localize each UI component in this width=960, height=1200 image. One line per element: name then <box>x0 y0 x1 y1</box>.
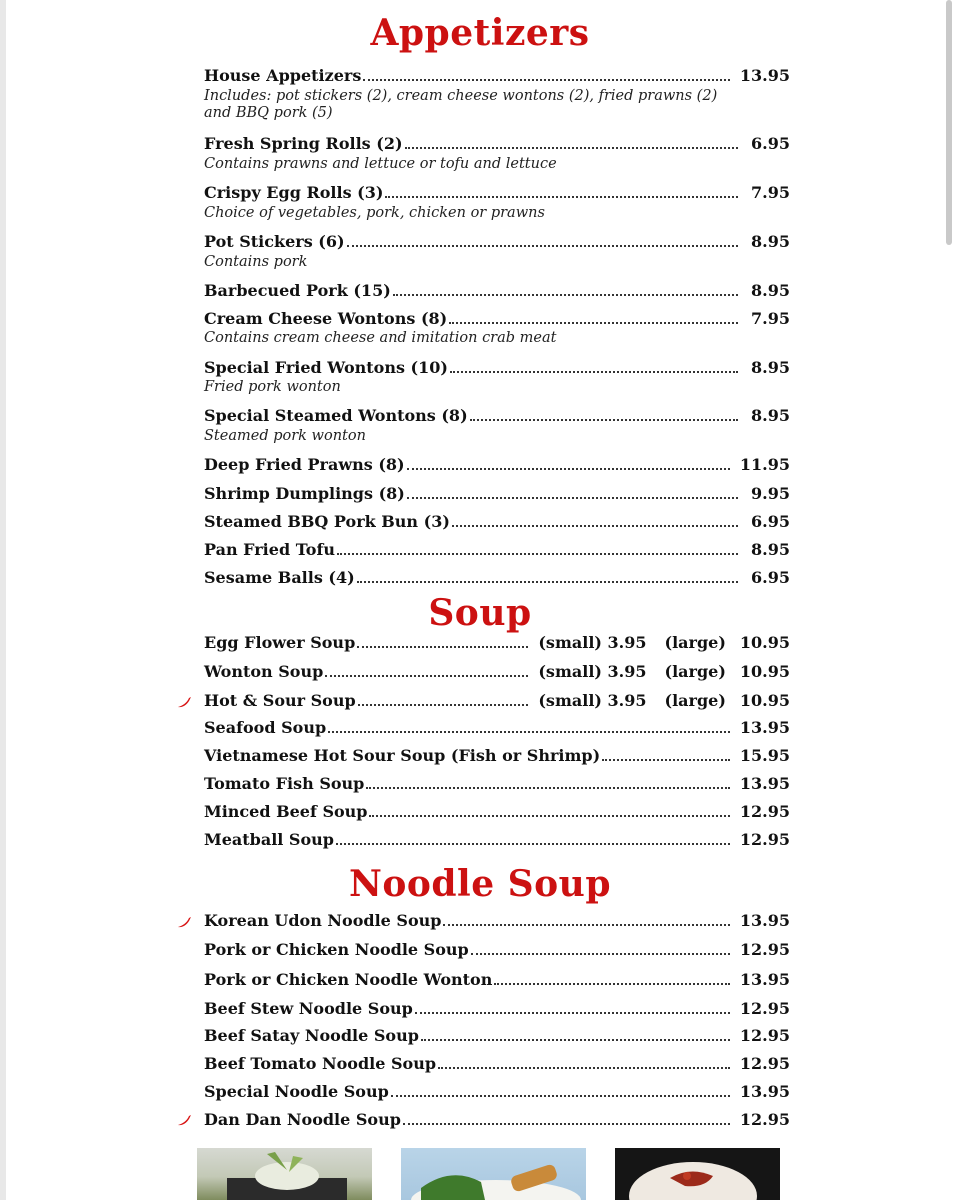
item-name: Egg Flower Soup <box>204 633 356 652</box>
item-name: House Appetizers <box>204 66 362 85</box>
item-description: Fried pork wonton <box>204 379 341 395</box>
dot-leader <box>602 759 730 761</box>
dot-leader <box>337 553 738 555</box>
item-price: 8.95 <box>751 540 790 559</box>
dot-leader <box>449 322 738 324</box>
item-name: Fresh Spring Rolls (2) <box>204 134 403 153</box>
food-photo-egg-rolls <box>401 1148 586 1200</box>
item-price: 9.95 <box>751 484 790 503</box>
menu-item <box>204 281 790 301</box>
item-name: Seafood Soup <box>204 718 327 737</box>
dot-leader <box>450 371 738 373</box>
item-name: Shrimp Dumplings (8) <box>204 484 405 503</box>
dot-leader <box>452 525 738 527</box>
item-price: 8.95 <box>751 406 790 425</box>
item-price: 10.95 <box>739 691 790 710</box>
large-label: (large) <box>664 633 726 652</box>
item-name: Beef Stew Noodle Soup <box>204 999 413 1018</box>
item-price: 13.95 <box>739 718 790 737</box>
menu-item <box>204 484 790 504</box>
menu-item <box>204 455 790 475</box>
item-price: 13.95 <box>739 970 790 989</box>
item-price: 12.95 <box>739 830 790 849</box>
item-price: 8.95 <box>751 232 790 251</box>
menu-item <box>204 802 790 822</box>
item-name: Vietnamese Hot Sour Soup (Fish or Shrimp) <box>204 746 601 765</box>
section-title-noodle-soup: Noodle Soup <box>348 863 612 905</box>
item-price: 12.95 <box>739 940 790 959</box>
large-label: (large) <box>664 691 726 710</box>
item-name: Deep Fried Prawns (8) <box>204 455 405 474</box>
item-name: Minced Beef Soup <box>204 802 368 821</box>
dot-leader <box>366 787 730 789</box>
dot-leader <box>336 843 730 845</box>
item-price: 8.95 <box>751 281 790 300</box>
item-name: Steamed BBQ Pork Bun (3) <box>204 512 450 531</box>
item-price: 15.95 <box>739 746 790 765</box>
chili-pepper-icon <box>176 694 192 710</box>
menu-item <box>204 1054 790 1074</box>
item-price: 6.95 <box>751 134 790 153</box>
item-name: Tomato Fish Soup <box>204 774 365 793</box>
item-name: Pork or Chicken Noodle Soup <box>204 940 469 959</box>
dot-leader <box>369 815 729 817</box>
menu-item <box>204 232 790 252</box>
menu-item <box>204 911 790 931</box>
menu-item <box>204 746 790 766</box>
menu-item <box>204 1026 790 1046</box>
item-price: 13.95 <box>739 774 790 793</box>
item-description: Steamed pork wonton <box>204 428 366 444</box>
food-photo-bbq-pork-bun <box>615 1148 780 1200</box>
item-price: 12.95 <box>739 1026 790 1045</box>
dot-leader <box>470 419 738 421</box>
chili-pepper-icon <box>176 914 192 930</box>
item-name: Beef Tomato Noodle Soup <box>204 1054 437 1073</box>
small-price: (small) 3.95 <box>538 691 647 710</box>
item-description: Contains pork <box>204 254 308 270</box>
menu-item <box>204 540 790 560</box>
item-price: 6.95 <box>751 512 790 531</box>
item-name: Dan Dan Noodle Soup <box>204 1110 401 1129</box>
item-name: Wonton Soup <box>204 662 324 681</box>
dot-leader <box>393 294 738 296</box>
dot-leader <box>347 245 738 247</box>
item-name: Barbecued Pork (15) <box>204 281 391 300</box>
menu-item <box>204 999 790 1019</box>
dot-leader <box>471 953 730 955</box>
item-name: Sesame Balls (4) <box>204 568 355 587</box>
menu-item <box>204 309 790 329</box>
dot-leader <box>391 1095 730 1097</box>
menu-item <box>204 774 790 794</box>
menu-item <box>204 691 790 711</box>
dot-leader <box>415 1012 730 1014</box>
dot-leader <box>403 1123 730 1125</box>
dot-leader <box>407 468 730 470</box>
dot-leader <box>358 704 529 706</box>
item-price: 11.95 <box>739 455 790 474</box>
dot-leader <box>385 196 738 198</box>
item-name: Special Noodle Soup <box>204 1082 389 1101</box>
menu-item <box>204 1082 790 1102</box>
item-name: Special Fried Wontons (10) <box>204 358 448 377</box>
section-title-soup: Soup <box>428 592 532 634</box>
menu-item <box>204 830 790 850</box>
item-description: Contains cream cheese and imitation crab meat <box>204 330 557 346</box>
menu-item <box>204 662 790 682</box>
dot-leader <box>494 983 730 985</box>
item-name: Pan Fried Tofu <box>204 540 335 559</box>
item-price: 8.95 <box>751 358 790 377</box>
dot-leader <box>443 924 729 926</box>
menu-item <box>204 406 790 426</box>
menu-item <box>204 358 790 378</box>
item-price: 7.95 <box>751 183 790 202</box>
item-price: 13.95 <box>739 1082 790 1101</box>
item-price: 10.95 <box>739 633 790 652</box>
dot-leader <box>438 1067 730 1069</box>
item-description: Choice of vegetables, pork, chicken or prawns <box>204 205 545 221</box>
item-name: Special Steamed Wontons (8) <box>204 406 468 425</box>
menu-item <box>204 940 790 960</box>
dot-leader <box>328 731 730 733</box>
item-price: 12.95 <box>739 802 790 821</box>
dot-leader <box>363 79 730 81</box>
item-price: 12.95 <box>739 999 790 1018</box>
dot-leader <box>357 581 738 583</box>
item-name: Meatball Soup <box>204 830 334 849</box>
menu-item <box>204 66 790 86</box>
item-name: Korean Udon Noodle Soup <box>204 911 442 930</box>
food-photo-spring-rolls <box>197 1148 372 1200</box>
item-price: 13.95 <box>739 66 790 85</box>
small-price: (small) 3.95 <box>538 633 647 652</box>
item-name: Hot & Sour Soup <box>204 691 356 710</box>
dot-leader <box>357 646 528 648</box>
item-description: Includes: pot stickers (2), cream cheese wontons (2), fried prawns (2) and BBQ pork (5) <box>204 88 718 121</box>
item-name: Beef Satay Noodle Soup <box>204 1026 419 1045</box>
item-price: 10.95 <box>739 662 790 681</box>
item-price: 12.95 <box>739 1054 790 1073</box>
section-title-appetizers: Appetizers <box>370 12 590 54</box>
item-price: 13.95 <box>739 911 790 930</box>
item-name: Pork or Chicken Noodle Wonton <box>204 970 493 989</box>
menu-item <box>204 512 790 532</box>
dot-leader <box>405 147 738 149</box>
chili-pepper-icon <box>176 1112 192 1128</box>
menu-item <box>204 633 790 653</box>
menu-item <box>204 718 790 738</box>
item-price: 6.95 <box>751 568 790 587</box>
item-price: 7.95 <box>751 309 790 328</box>
dot-leader <box>407 497 738 499</box>
menu-item <box>204 134 790 154</box>
dot-leader <box>325 675 528 677</box>
dot-leader <box>421 1039 730 1041</box>
item-name: Pot Stickers (6) <box>204 232 345 251</box>
menu-item <box>204 1110 790 1130</box>
large-label: (large) <box>664 662 726 681</box>
item-description: Contains prawns and lettuce or tofu and lettuce <box>204 156 557 172</box>
menu-item <box>204 183 790 203</box>
menu-item <box>204 568 790 588</box>
small-price: (small) 3.95 <box>538 662 647 681</box>
item-price: 12.95 <box>739 1110 790 1129</box>
item-name: Crispy Egg Rolls (3) <box>204 183 384 202</box>
item-name: Cream Cheese Wontons (8) <box>204 309 448 328</box>
menu-item <box>204 970 790 990</box>
